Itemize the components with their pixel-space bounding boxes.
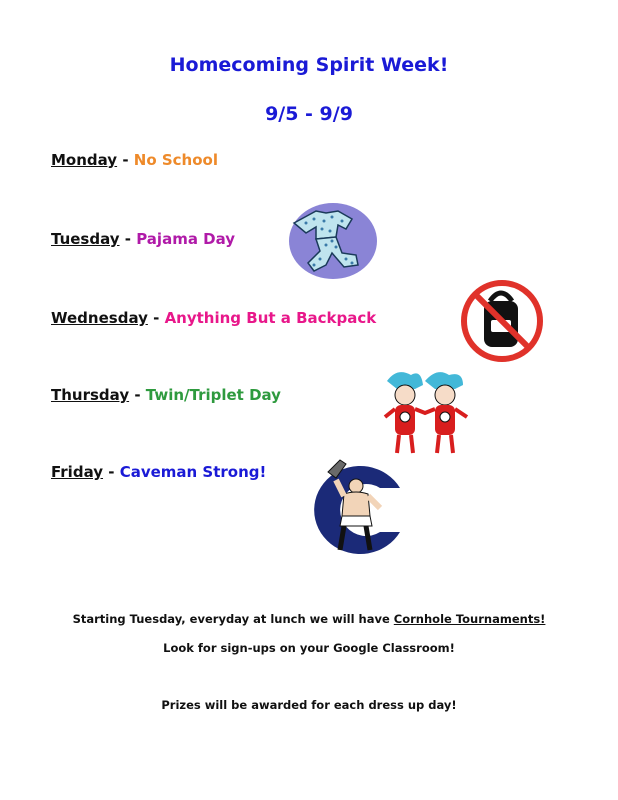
separator: - (119, 230, 137, 248)
pajamas-icon (286, 193, 380, 285)
no-backpack-icon (458, 277, 546, 365)
day-theme: Caveman Strong! (119, 463, 267, 481)
day-row-friday (51, 463, 266, 481)
day-theme: Pajama Day (136, 230, 236, 248)
footer-line-tournaments (0, 612, 618, 626)
footer-line-prizes: Prizes will be awarded for each dress up day! (161, 698, 457, 712)
day-theme: Anything But a Backpack (164, 309, 377, 327)
day-name: Monday (51, 151, 118, 169)
separator: - (103, 463, 120, 481)
day-name: Friday (51, 463, 104, 481)
day-name: Wednesday (51, 309, 148, 327)
separator: - (147, 309, 165, 327)
day-theme: No School (133, 151, 218, 169)
day-theme: Twin/Triplet Day (145, 386, 281, 404)
footer-line-signups: Look for sign-ups on your Google Classroom! (163, 641, 455, 655)
date-range: 9/5 - 9/9 (265, 103, 353, 125)
separator: - (129, 386, 146, 404)
thing-one-thing-two-icon (383, 367, 469, 457)
cornhole-tournaments-text: Cornhole Tournaments! (393, 612, 546, 626)
caveman-logo-icon (300, 452, 412, 562)
day-row-wednesday (51, 309, 376, 327)
separator: - (117, 151, 134, 169)
day-row-thursday (51, 386, 281, 404)
footer-text: Starting Tuesday, everyday at lunch we will have (72, 612, 394, 626)
day-name: Tuesday (51, 230, 120, 248)
day-row-tuesday (51, 230, 235, 248)
day-name: Thursday (51, 386, 130, 404)
day-row-monday (51, 151, 218, 169)
page-title: Homecoming Spirit Week! (169, 54, 449, 76)
